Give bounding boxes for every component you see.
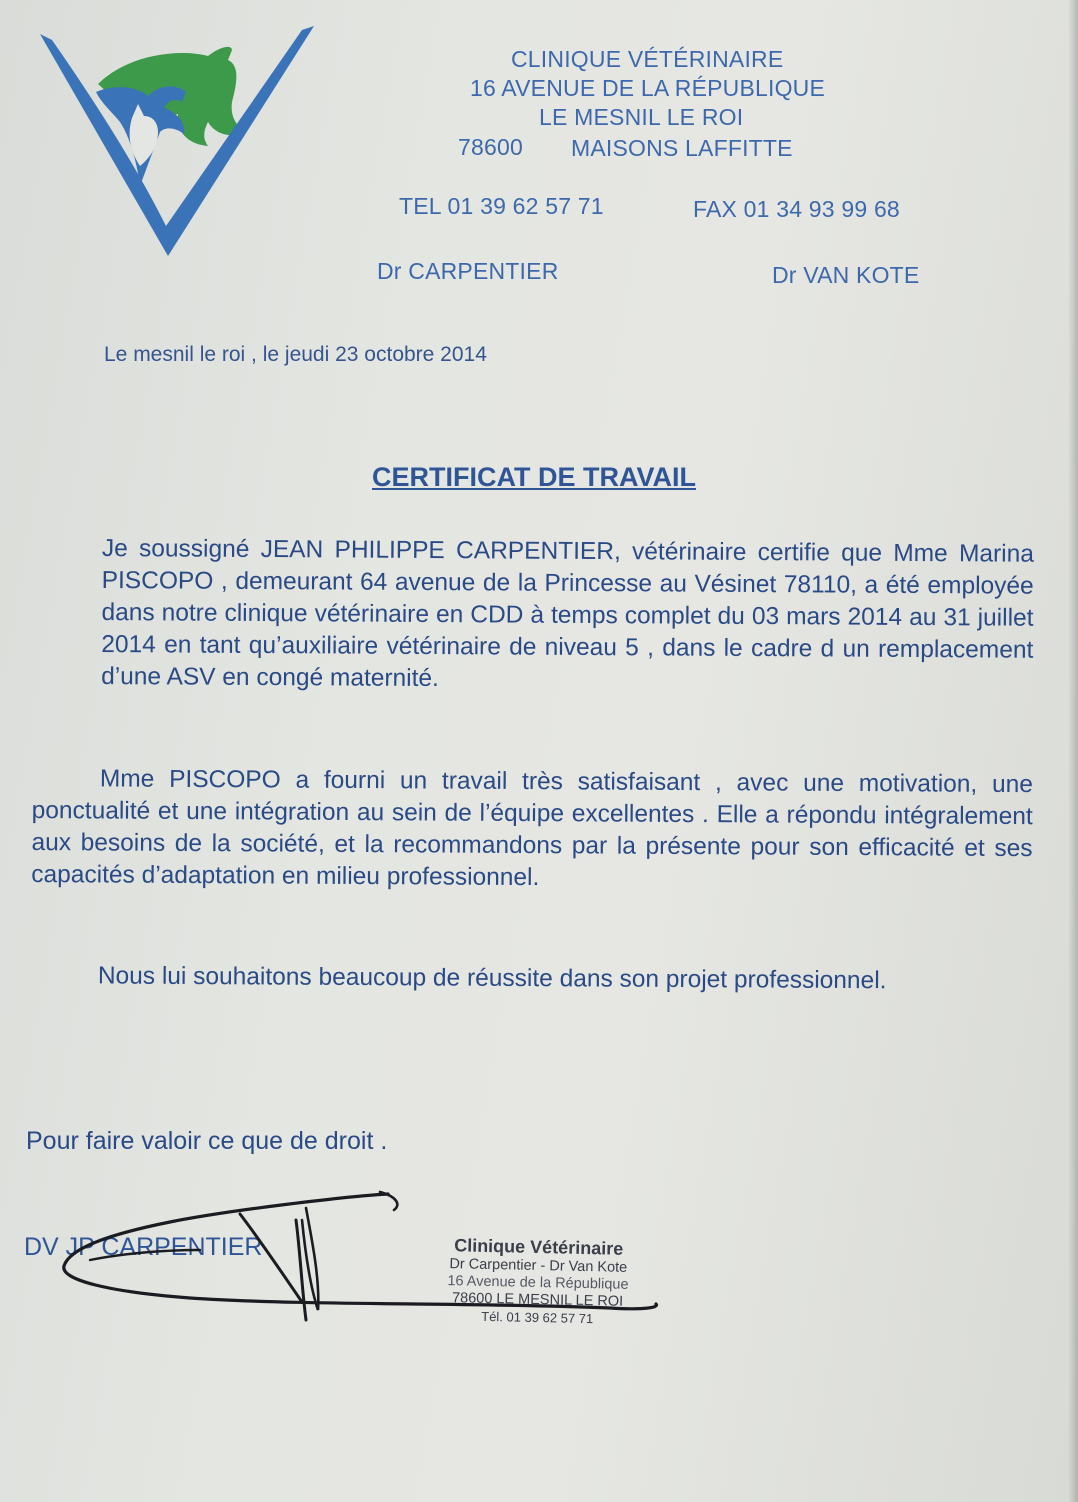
doctor-right: Dr VAN KOTE [772, 262, 920, 288]
doctor-left: Dr CARPENTIER [377, 258, 559, 284]
clinic-postcode: 78600 [458, 134, 523, 160]
clinic-tel: TEL 01 39 62 57 71 [399, 193, 604, 219]
stamp-address: 16 Avenue de la République [447, 1273, 629, 1293]
closing-line: Pour faire valoir ce que de droit . [26, 1127, 388, 1155]
stamp-doctors: Dr Carpentier - Dr Van Kote [449, 1256, 628, 1276]
signatory-name: DV JP CARPENTIER [24, 1233, 263, 1261]
body-paragraph-2: Mme PISCOPO a fourni un travail très satisfaisant , avec une motivation, une ponctualité et une intégration au sein de l’équipe excellentes . Elle a répondu intégralement aux besoins de la société, et la recommandons par la présente pour son efficacité et ses capacités d’adaptation en milieu professionnel. [31, 765, 1033, 892]
dateline: Le mesnil le roi , le jeudi 23 octobre 2014 [104, 343, 487, 366]
handwritten-signature [50, 1180, 670, 1330]
body-paragraph-3: Nous lui souhaitons beaucoup de réussite dans son projet professionnel. [97, 962, 887, 995]
document-title: CERTIFICAT DE TRAVAIL [372, 462, 696, 492]
stamp-title: Clinique Vétérinaire [453, 1235, 624, 1259]
stamp-tel: Tél. 01 39 62 57 71 [481, 1308, 594, 1327]
page-edge-shadow [1068, 0, 1078, 1502]
clinic-address: 16 AVENUE DE LA RÉPUBLIQUE [470, 75, 826, 101]
stamp-city: 78600 LE MESNIL LE ROI [451, 1290, 624, 1310]
clinic-name: CLINIQUE VÉTÉRINAIRE [511, 46, 784, 72]
body-paragraph-1: Je soussigné JEAN PHILIPPE CARPENTIER, vétérinaire certifie que Mme Marina PISCOPO , demeurant 64 avenue de la Princesse au Vésinet 78110, a été employée dans notre clinique vétérinaire en CDD à temps complet du 03 mars 2014 au 31 juillet 2014 en tant qu’auxiliaire vétérinaire de niveau 5 , dans le cadre d un remplacement d’une ASV en congé maternité. [101, 534, 1034, 693]
clinic-logo [36, 26, 316, 262]
clinic-fax: FAX 01 34 93 99 68 [693, 196, 900, 222]
clinic-city: MAISONS LAFFITTE [571, 135, 793, 161]
clinic-locality: LE MESNIL LE ROI [539, 104, 744, 130]
